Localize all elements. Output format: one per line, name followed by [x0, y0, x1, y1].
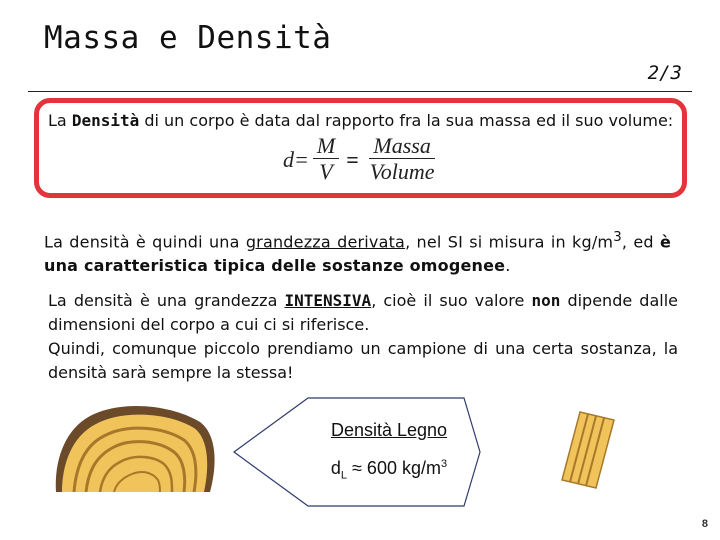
wood-plank-image — [560, 410, 616, 490]
title-divider — [28, 91, 692, 92]
fraction-numerator-m: M — [313, 134, 339, 159]
callout-title: Densità Legno — [330, 420, 448, 440]
intensive-term: INTENSIVA — [284, 291, 372, 310]
paragraph-derived-quantity: La densità è quindi una grandezza derivata, nel SI si misura in $kg/m^3$, ed è una caratteristica tipica delle sostanze omogenee. — [44, 230, 671, 276]
slide-number: 8 — [701, 518, 708, 530]
paragraph-intensive: La densità è una grandezza INTENSIVA, cioè il suo valore non dipende dalle dimensioni del corpo a cui ci si riferisce. Quindi, comunque piccolo prendiamo un campione di una certa sostanza, la densità sarà sempre la stessa! — [48, 289, 678, 385]
definition-text: La Densità di un corpo è data dal rapporto fra la sua massa ed il suo volume: — [48, 111, 674, 130]
formula-lhs: d= — [283, 146, 309, 172]
fraction-numerator-massa: Massa — [369, 134, 434, 159]
wood-density-callout-shape — [232, 396, 482, 508]
callout-value: $d_L \approx 600$ $kg/m^3$ — [330, 458, 448, 482]
page-counter: 2/3 — [647, 62, 682, 84]
fraction-symbols — [313, 134, 339, 185]
fraction-denominator-volume: Volume — [369, 159, 435, 184]
density-term: Densità — [71, 111, 140, 130]
fraction-words — [366, 134, 439, 185]
wood-log-image — [50, 402, 220, 492]
density-formula — [283, 134, 443, 185]
fraction-denominator-v: V — [319, 159, 333, 184]
formula-equals: = — [346, 146, 359, 172]
paragraph-same-density: Quindi, comunque piccolo prendiamo un campione di una certa sostanza, la densità sarà sempre la stessa! — [48, 339, 678, 382]
page-title: Massa e Densità — [44, 20, 332, 56]
